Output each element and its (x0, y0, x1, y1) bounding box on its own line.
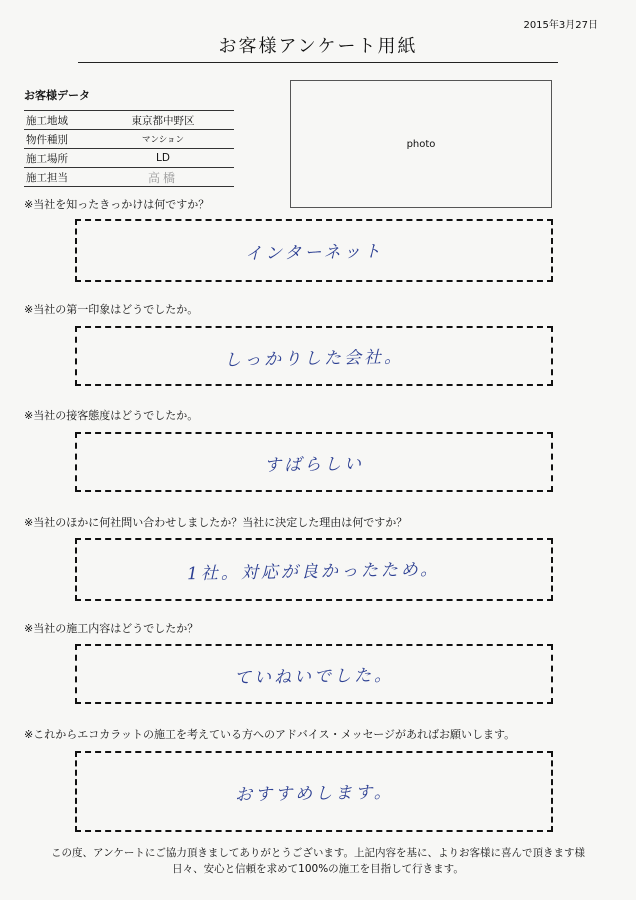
answer-handwritten: インターネット (244, 241, 384, 265)
answer-box-2 (75, 326, 553, 386)
answer-handwritten: 1社。対応が良かったため。 (187, 559, 441, 585)
survey-date: 2015年3月27日 (523, 20, 598, 31)
photo-label: photo (406, 138, 436, 150)
question-4: ※当社のほかに何社問い合わせしましたか？当社に決定した理由は何ですか？ (24, 516, 408, 529)
answer-box-1 (75, 219, 553, 282)
info-row-location (24, 149, 234, 168)
answer-box-4 (75, 538, 553, 601)
info-value: 東京都中野区 (131, 114, 195, 127)
question-3: ※当社の接客態度はどうでしたか。 (24, 409, 199, 422)
info-row-area (24, 111, 234, 130)
info-value-handwritten: 高橋 (147, 170, 178, 185)
photo-placeholder (290, 80, 552, 208)
info-row-staff (24, 168, 234, 187)
customer-data-heading: お客様データ (24, 89, 90, 102)
answer-handwritten: すばらしい (263, 453, 365, 476)
closing-line-2: 日々、安心と信頼を求めて100%の施工を目指して行きます。 (172, 863, 464, 875)
page-title: お客様アンケート用紙 (78, 32, 558, 63)
answer-handwritten: ていねいでした。 (233, 665, 395, 688)
info-value: マンション (141, 135, 185, 145)
info-row-property-type (24, 130, 234, 149)
question-1: ※当社を知ったきっかけは何ですか？ (24, 198, 210, 211)
info-label: 物件種別 (26, 133, 68, 146)
closing-message (0, 845, 636, 877)
answer-handwritten: おすすめします。 (234, 782, 394, 806)
question-5: ※当社の施工内容はどうでしたか？ (24, 622, 199, 635)
closing-line-1: この度、アンケートにご協力頂きましてありがとうございます。上記内容を基に、よりお客様に喜んで頂きます様 (50, 847, 586, 859)
question-2: ※当社の第一印象はどうでしたか。 (24, 303, 199, 316)
info-label: 施工地域 (26, 114, 68, 127)
info-label: 施工場所 (26, 152, 68, 165)
answer-handwritten: しっかりした会社。 (223, 346, 405, 371)
info-label: 施工担当 (26, 171, 68, 184)
answer-box-3 (75, 432, 553, 492)
customer-info-table (24, 110, 234, 187)
question-6: ※これからエコカラットの施工を考えている方へのアドバイス・メッセージがあればお願いします。 (24, 728, 516, 741)
info-value: LD (156, 152, 170, 164)
answer-box-5 (75, 644, 553, 704)
answer-box-6 (75, 751, 553, 832)
